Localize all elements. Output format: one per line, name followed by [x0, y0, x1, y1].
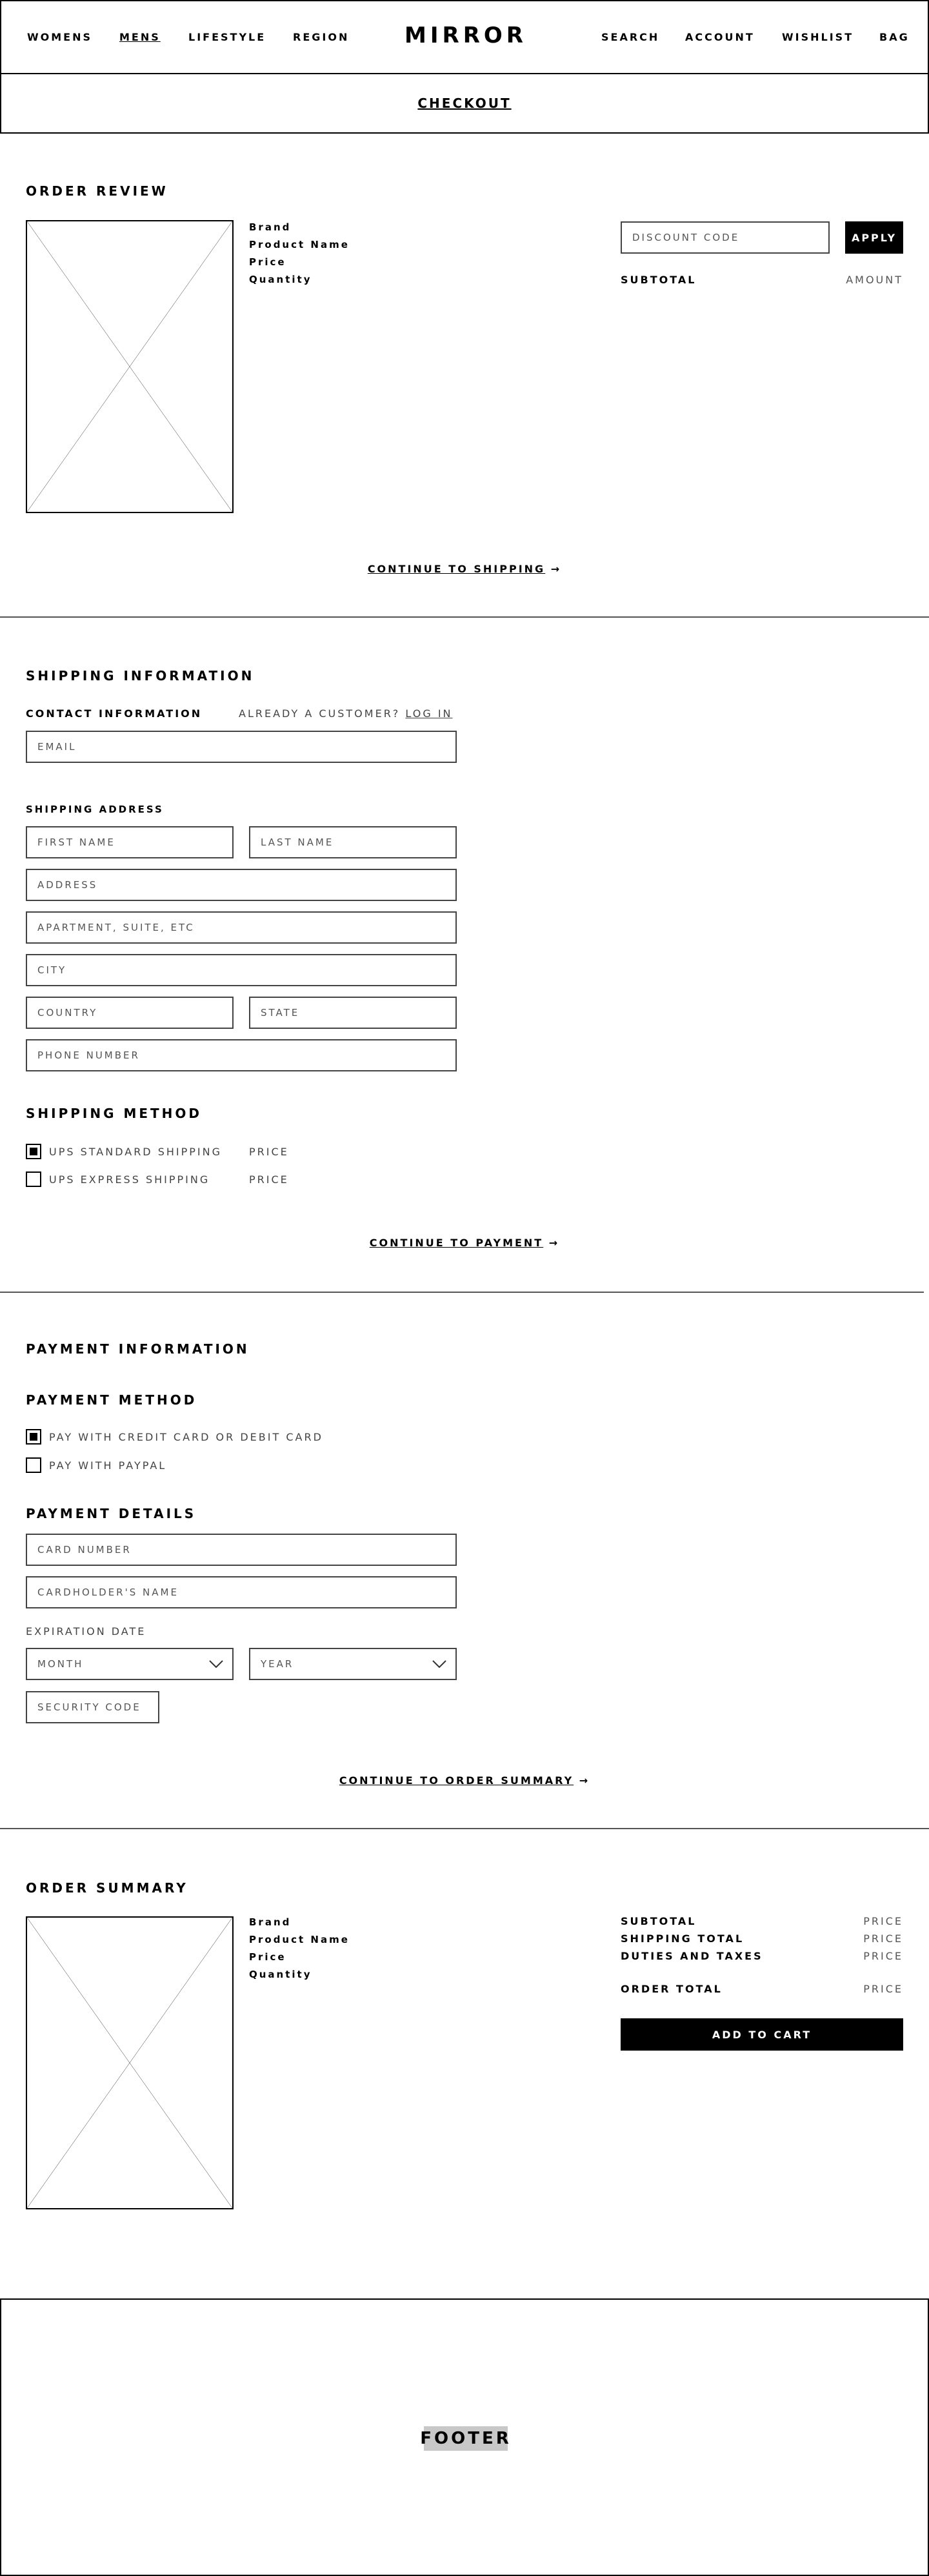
- subtotal-label: SUBTOTAL: [621, 274, 697, 286]
- shipping-option-standard[interactable]: UPS STANDARD SHIPPING: [26, 1144, 222, 1159]
- continue-to-shipping-link[interactable]: CONTINUE TO SHIPPING →: [367, 563, 562, 575]
- checkbox-unchecked[interactable]: [26, 1457, 41, 1473]
- order-total-label: ORDER TOTAL: [621, 1983, 723, 1995]
- first-name-field[interactable]: FIRST NAME: [26, 826, 234, 858]
- expiration-date-label: EXPIRATION DATE: [26, 1625, 146, 1638]
- payment-info-title: PAYMENT INFORMATION: [26, 1341, 250, 1357]
- contact-info-label: CONTACT INFORMATION: [26, 707, 203, 720]
- nav-search[interactable]: SEARCH: [601, 31, 660, 43]
- phone-number-field[interactable]: PHONE NUMBER: [26, 1039, 457, 1071]
- continue-to-order-summary-link[interactable]: CONTINUE TO ORDER SUMMARY →: [339, 1774, 590, 1787]
- already-customer-text: ALREADY A CUSTOMER? LOG IN: [239, 707, 453, 720]
- shipping-option-express[interactable]: UPS EXPRESS SHIPPING: [26, 1171, 210, 1187]
- login-link[interactable]: LOG IN: [405, 707, 453, 720]
- payment-option-card[interactable]: PAY WITH CREDIT CARD OR DEBIT CARD: [26, 1429, 323, 1445]
- payment-details-title: PAYMENT DETAILS: [26, 1506, 197, 1521]
- order-total-value: PRICE: [863, 1983, 903, 1995]
- shipping-info-title: SHIPPING INFORMATION: [26, 668, 255, 684]
- summary-duties-label: DUTIES AND TAXES: [621, 1950, 763, 1962]
- last-name-field[interactable]: LAST NAME: [249, 826, 457, 858]
- footer-label: FOOTER: [424, 2426, 508, 2451]
- checkbox-checked[interactable]: [26, 1429, 41, 1445]
- summary-shipping-label: SHIPPING TOTAL: [621, 1932, 744, 1945]
- summary-product-details: [249, 1914, 350, 1983]
- apartment-field[interactable]: APARTMENT, SUITE, ETC: [26, 911, 457, 944]
- address-field[interactable]: ADDRESS: [26, 869, 457, 901]
- divider: [0, 1292, 924, 1293]
- product-name: Product Name: [249, 1934, 350, 1945]
- product-quantity: Quantity: [249, 1969, 312, 1980]
- divider: [0, 616, 929, 618]
- state-field[interactable]: STATE: [249, 997, 457, 1029]
- checkout-banner: [0, 74, 929, 134]
- payment-option-paypal[interactable]: PAY WITH PAYPAL: [26, 1457, 166, 1473]
- nav-wishlist[interactable]: WISHLIST: [782, 31, 854, 43]
- nav-lifestyle[interactable]: LIFESTYLE: [188, 31, 266, 43]
- product-price: Price: [249, 256, 286, 268]
- order-summary-title: ORDER SUMMARY: [26, 1880, 188, 1896]
- arrow-right-icon: →: [548, 1237, 560, 1249]
- brand-logo[interactable]: MIRROR: [405, 23, 527, 48]
- month-select[interactable]: MONTH: [26, 1648, 234, 1680]
- nav-account[interactable]: ACCOUNT: [685, 31, 755, 43]
- checkbox-checked[interactable]: [26, 1144, 41, 1159]
- chevron-down-icon: [200, 1649, 232, 1679]
- email-field[interactable]: EMAIL: [26, 731, 457, 763]
- cardholder-name-field[interactable]: CARDHOLDER'S NAME: [26, 1576, 457, 1608]
- shipping-express-price: PRICE: [249, 1173, 289, 1186]
- year-select[interactable]: YEAR: [249, 1648, 457, 1680]
- top-nav: [0, 0, 929, 74]
- city-field[interactable]: CITY: [26, 954, 457, 986]
- image-placeholder-icon: [27, 1918, 232, 2208]
- arrow-right-icon: →: [550, 563, 562, 575]
- divider: [0, 1828, 929, 1829]
- summary-subtotal-value: PRICE: [863, 1915, 903, 1927]
- product-image-placeholder: [26, 220, 234, 513]
- summary-duties-value: PRICE: [863, 1950, 903, 1962]
- shipping-method-title: SHIPPING METHOD: [26, 1106, 203, 1121]
- summary-subtotal-label: SUBTOTAL: [621, 1915, 697, 1927]
- product-brand: Brand: [249, 1916, 292, 1928]
- footer: [0, 2298, 929, 2576]
- product-details: [249, 219, 350, 289]
- arrow-right-icon: →: [579, 1774, 590, 1787]
- shipping-address-label: SHIPPING ADDRESS: [26, 804, 164, 815]
- nav-bag[interactable]: BAG: [879, 31, 910, 43]
- checkbox-unchecked[interactable]: [26, 1171, 41, 1187]
- product-brand: Brand: [249, 221, 292, 233]
- country-field[interactable]: COUNTRY: [26, 997, 234, 1029]
- subtotal-value: AMOUNT: [846, 274, 903, 286]
- discount-code-input[interactable]: DISCOUNT CODE: [621, 221, 830, 254]
- nav-womens[interactable]: WOMENS: [27, 31, 93, 43]
- product-quantity: Quantity: [249, 274, 312, 285]
- summary-shipping-value: PRICE: [863, 1932, 903, 1945]
- continue-to-payment-link[interactable]: CONTINUE TO PAYMENT →: [369, 1237, 560, 1249]
- apply-button[interactable]: APPLY: [845, 221, 903, 254]
- nav-region[interactable]: REGION: [293, 31, 350, 43]
- product-image-placeholder: [26, 1916, 234, 2209]
- payment-method-title: PAYMENT METHOD: [26, 1392, 197, 1408]
- product-price: Price: [249, 1951, 286, 1963]
- checkout-title: CHECKOUT: [417, 96, 512, 111]
- chevron-down-icon: [423, 1649, 455, 1679]
- shipping-standard-price: PRICE: [249, 1146, 289, 1158]
- card-number-field[interactable]: CARD NUMBER: [26, 1534, 457, 1566]
- add-to-cart-button[interactable]: ADD TO CART: [621, 2018, 903, 2051]
- product-name: Product Name: [249, 239, 350, 250]
- order-review-title: ORDER REVIEW: [26, 183, 168, 199]
- image-placeholder-icon: [27, 221, 232, 512]
- nav-mens[interactable]: MENS: [119, 31, 161, 43]
- security-code-field[interactable]: SECURITY CODE: [26, 1691, 159, 1723]
